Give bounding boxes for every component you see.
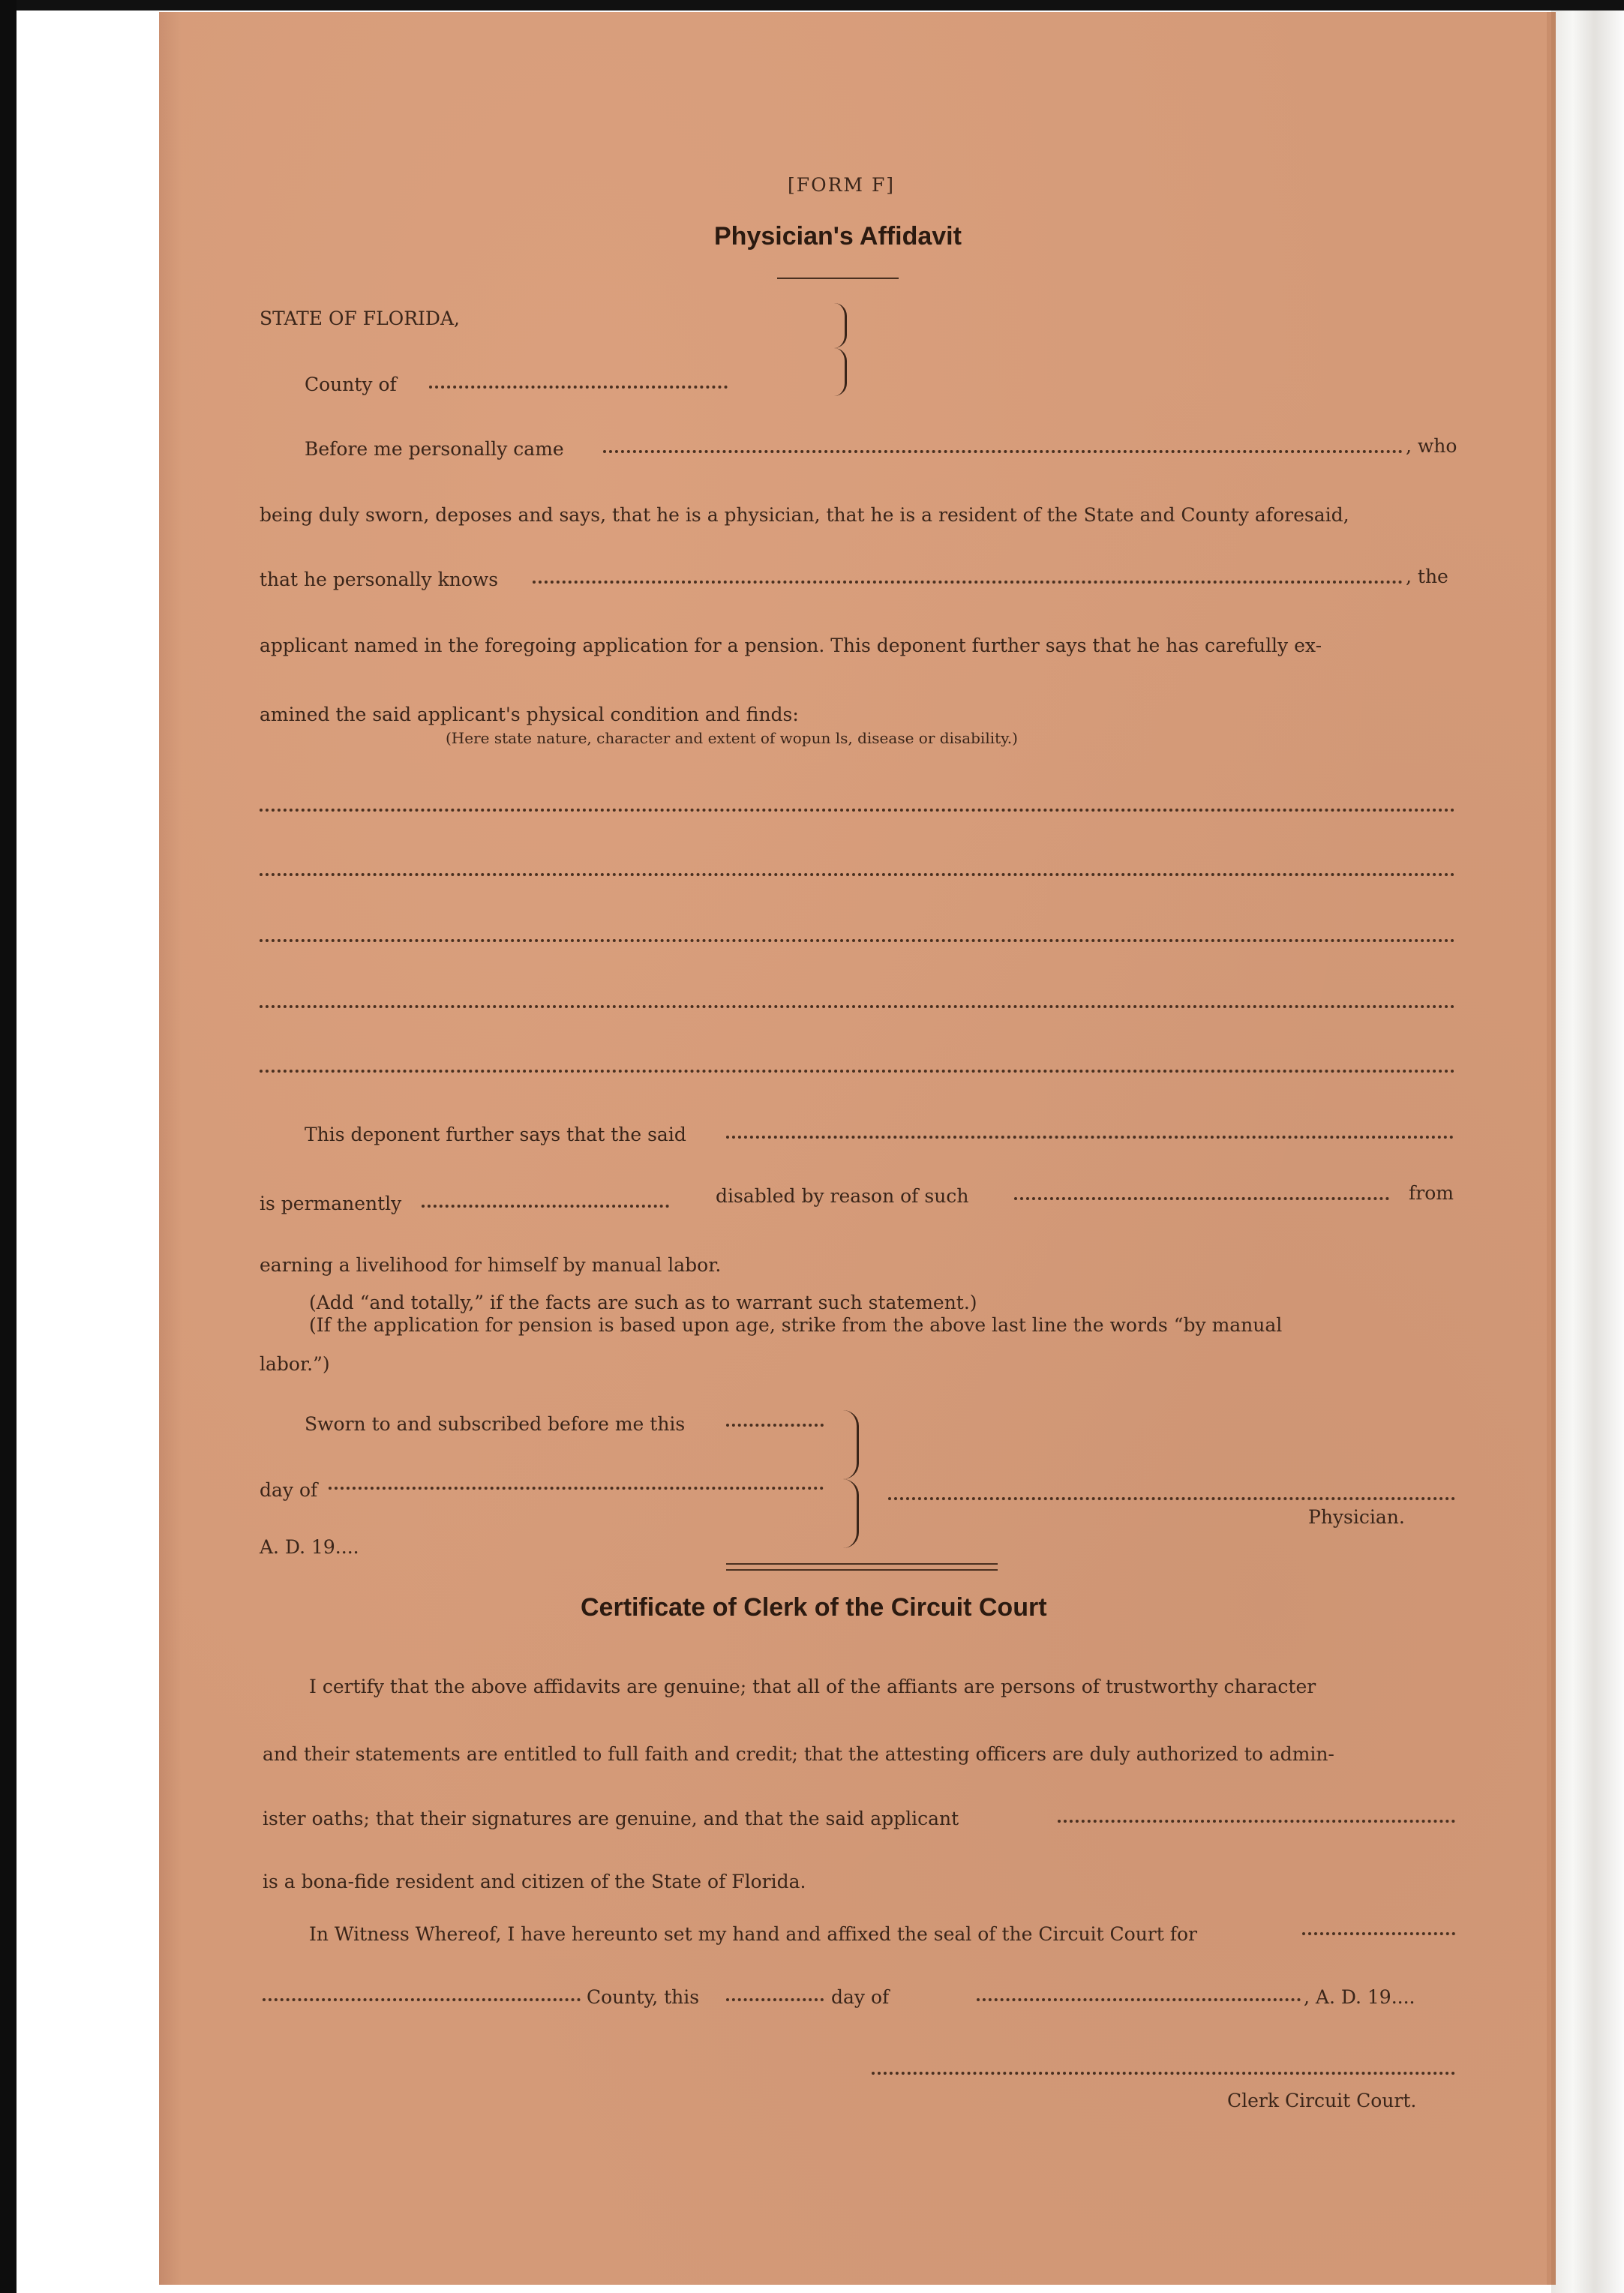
cert-day-line xyxy=(726,1998,824,2001)
certify-line-1: I certify that the above affidavits are genuine; that all of the affiants are persons of trustworthy character xyxy=(309,1676,1316,1697)
degree-line xyxy=(422,1205,669,1208)
county-name-line xyxy=(263,1998,581,2001)
cert-day-of-label: day of xyxy=(831,1986,890,2008)
jurat-brace-top xyxy=(843,1410,859,1479)
findings-line xyxy=(260,809,1455,812)
cause-line xyxy=(1014,1197,1389,1200)
venue-brace-top xyxy=(834,303,847,348)
certify-line-2: and their statements are entitled to full faith and credit; that the attesting officers are duly authorized to admin- xyxy=(263,1743,1334,1765)
title-rule xyxy=(777,278,899,279)
findings-line xyxy=(260,1005,1455,1008)
permanently-label: is permanently xyxy=(260,1193,402,1214)
affiant-name-line xyxy=(603,450,1403,453)
knows-label: that he personally knows xyxy=(260,569,499,590)
sworn-statement: being duly sworn, deposes and says, that he is a physician, that he is a resident of the State and County aforesaid, xyxy=(260,504,1349,526)
page-title: Physician's Affidavit xyxy=(714,222,962,251)
jurat-year-label: A. D. 19.... xyxy=(260,1536,359,1558)
examined-statement: amined the said applicant's physical condition and finds: xyxy=(260,704,799,725)
personally-came-label: Before me personally came xyxy=(305,438,564,460)
applicant-statement: applicant named in the foregoing application for a pension. This deponent further says that he has carefully ex- xyxy=(260,635,1322,656)
from-label: from xyxy=(1409,1182,1454,1204)
livelihood-statement: earning a livelihood for himself by manual labor. xyxy=(260,1254,722,1276)
venue-county-label: County of xyxy=(305,374,397,395)
scan-left-border xyxy=(0,0,17,2293)
cert-month-line xyxy=(977,1998,1301,2001)
findings-line xyxy=(260,939,1455,942)
venue-brace-bottom xyxy=(834,348,847,396)
county-this-label: County, this xyxy=(587,1986,700,2008)
findings-instruction: (Here state nature, character and extent of wopun ls, disease or disability.) xyxy=(446,729,1018,747)
certify-line-3: ister oaths; that their signatures are genuine, and that the said applicant xyxy=(263,1808,959,1829)
clerk-signature-line xyxy=(872,2072,1455,2075)
scan-plastic-sleeve xyxy=(1551,11,1624,2293)
applicant-name-line xyxy=(533,581,1403,584)
further-says-label: This deponent further says that the said xyxy=(305,1124,686,1145)
document-page xyxy=(159,12,1547,2285)
cert-year-label: , A. D. 19.... xyxy=(1304,1986,1415,2008)
physician-signature-line xyxy=(888,1497,1455,1500)
court-county-line xyxy=(1302,1932,1455,1935)
jurat-day-of-label: day of xyxy=(260,1479,318,1501)
the-label: , the xyxy=(1406,566,1448,587)
section-divider-lower xyxy=(726,1569,998,1571)
said-name-line xyxy=(726,1136,1454,1139)
findings-line xyxy=(260,1070,1455,1073)
witness-line: In Witness Whereof, I have hereunto set my hand and affixed the seal of the Circuit Court for xyxy=(309,1923,1198,1945)
venue-state: STATE OF FLORIDA, xyxy=(260,308,460,329)
sworn-day-line xyxy=(726,1424,824,1427)
jurat-month-line xyxy=(329,1487,824,1490)
section-divider-upper xyxy=(726,1563,998,1565)
certificate-title: Certificate of Clerk of the Circuit Court xyxy=(581,1593,1047,1622)
scan-top-border xyxy=(0,0,1624,11)
jurat-brace-bottom xyxy=(843,1479,859,1548)
applicant-name-line xyxy=(1058,1820,1455,1823)
age-note-continued: labor.”) xyxy=(260,1353,330,1375)
disabled-label: disabled by reason of such xyxy=(716,1185,969,1207)
totally-note: (Add “and totally,” if the facts are such as to warrant such statement.) xyxy=(309,1292,977,1313)
county-fill-line xyxy=(429,386,728,389)
physician-label: Physician. xyxy=(1308,1506,1405,1528)
certify-line-4: is a bona-fide resident and citizen of the State of Florida. xyxy=(263,1871,806,1892)
form-label: [FORM F] xyxy=(788,174,896,196)
age-note: (If the application for pension is based upon age, strike from the above last line the words “by manual xyxy=(309,1314,1283,1336)
clerk-label: Clerk Circuit Court. xyxy=(1227,2090,1417,2111)
sworn-label: Sworn to and subscribed before me this xyxy=(305,1413,686,1435)
findings-line xyxy=(260,873,1455,876)
who-label: , who xyxy=(1406,435,1457,457)
